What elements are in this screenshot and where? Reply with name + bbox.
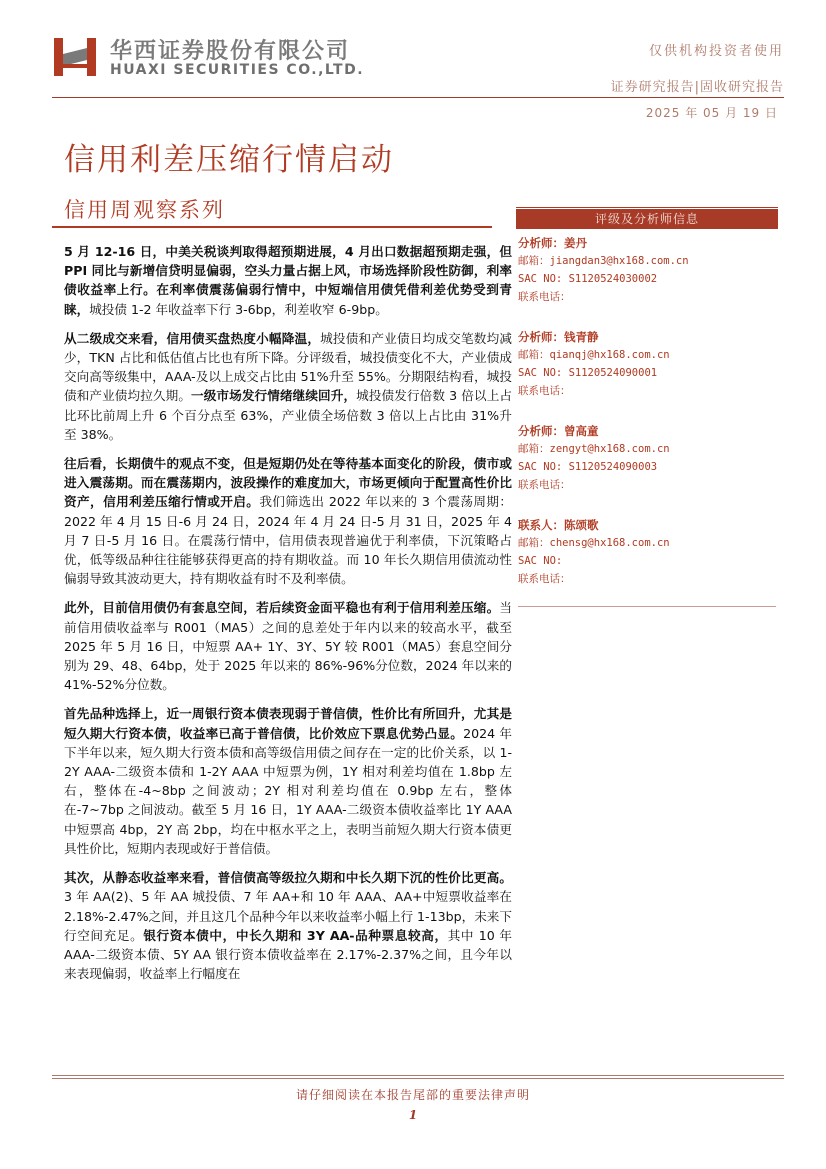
emphasis-text: 往后看，长期债牛的观点不变，但是短期仍处在等待基本面变化的阶段，债市或进入震荡期。而在震荡期内，波段操作的难度加大，市场更倾向于配置高性价比资产，信用利差压缩行情或开启。: [64, 456, 512, 510]
phone-label: 联系电话：: [518, 385, 571, 397]
company-name-cn: 华西证券股份有限公司: [110, 39, 351, 64]
report-date: 2025 年 05 月 19 日: [645, 106, 778, 120]
contact-phone-line: [518, 570, 776, 588]
sac-label: SAC NO:: [518, 461, 563, 473]
footer-divider: [52, 1075, 784, 1076]
emphasis-text: 其次，从静态收益率来看，普信债高等级拉久期和中长久期下沉的性价比更高。: [64, 870, 512, 886]
analyst-sac-line: [518, 270, 776, 288]
analyst-name-line: [518, 234, 776, 252]
analyst-email[interactable]: zengyt@hx168.com.cn: [549, 443, 670, 455]
emphasis-text: 5 月 12-16 日，中美关税谈判取得超预期进展，4 月出口数据超预期走强，但 PPI 同比与新增信贷明显偏弱，空头力量占据上风，市场选择阶段性防御，利率债收益率上行。在利率债震荡偏弱行情中，中短端信用债凭借利差优势受到青睐，: [64, 244, 512, 317]
company-logo-mark: [52, 34, 98, 80]
analyst-phone-line: [518, 382, 776, 400]
sidebar-header: [516, 209, 778, 229]
analyst-sac-line: [518, 364, 776, 382]
sidebar-header-label: 评级及分析师信息: [594, 212, 699, 226]
analyst-email-line: [518, 346, 776, 364]
body-text: 2024 年下半年以来，短久期大行资本债和高等级信用债之间存在一定的比价关系，以 1-2Y AAA-二级资本债和 1-2Y AAA 中短票为例，1Y 相对利差均值在 1.8bp 左右，整体在-4~8bp 之间波动；2Y 相对利差均值在 0.9bp 左右，整体在-7~7bp 之间波动。截至 5 月 16 日，1Y AAA-二级资本债收益率比 1Y AAA 中短票高 4bp，2Y 高 2bp，均在中枢水平之上，表明当前短久期大行资本债更具性价比，短期内表现或好于普信债。: [64, 725, 513, 856]
report-body: [64, 242, 512, 993]
analyst-role: 分析师：: [518, 236, 564, 250]
analyst-sac: S1120524090001: [568, 367, 658, 379]
body-text: 我们筛选出 2022 年以来的 3 个震荡周期：2022 年 4 月 15 日-6 月 24 日，2024 年 4 月 24 日-5 月 31 日，2025 年 4 月 7 日-5 月 16 日。在震荡行情中，信用债表现普遍优于利率债，下沉策略占优，低等级品种往往能够获得更高的持有期收益。而 10 年长久期信用债流动性偏弱导致其波动更大，持有期收益有时不及利率债。: [64, 494, 513, 587]
analyst-sac: S1120524090003: [568, 461, 658, 473]
body-paragraph: [64, 454, 512, 588]
analyst-card: [518, 422, 776, 494]
legal-disclaimer: 请仔细阅读在本报告尾部的重要法律声明: [295, 1088, 530, 1102]
analyst-email-line: [518, 440, 776, 458]
body-text: 当前信用债收益率与 R001（MA5）之间的息差处于年内以来的较高水平，截至 2025 年 5 月 16 日，中短票 AA+ 1Y、3Y、5Y 较 R001（MA5）套息空间分别为 29、48、64bp，处于 2025 年以来的 86%-96%分位数，2024 年以来的 41%-52%分位数。: [64, 600, 512, 693]
emphasis-text: 一级市场发行情绪继续回升，: [191, 388, 357, 404]
analyst-card: [518, 328, 776, 400]
analyst-email-line: [518, 252, 776, 270]
footer-divider: [52, 1078, 784, 1079]
sac-label: SAC NO:: [518, 555, 563, 567]
contact-role: 联系人：: [518, 518, 564, 532]
analyst-sac: S1120524030002: [568, 273, 658, 285]
audience-note: 仅供机构投资者使用: [648, 44, 784, 59]
analyst-phone-line: [518, 476, 776, 494]
analyst-card: [518, 234, 776, 306]
series-name: 信用周观察系列: [64, 198, 225, 222]
emphasis-text: 从二级成交来看，信用债买盘热度小幅降温，: [64, 330, 321, 346]
analyst-email[interactable]: jiangdan3@hx168.com.cn: [549, 255, 689, 267]
contact-sac-line: [518, 552, 776, 570]
analyst-name: 姜丹: [564, 236, 587, 250]
analyst-role: 分析师：: [518, 330, 564, 344]
body-paragraph: [64, 704, 512, 858]
analyst-name: 曾高童: [564, 424, 599, 438]
email-label: 邮箱：: [518, 349, 550, 361]
body-text: 城投债和产业债日均成交笔数均减少，TKN 占比和低估值占比也有所下降。分评级看，城投债变化不大，产业债成交向高等级集中，AAA-及以上成交占比由 51%升至 55%。分期限结构看，城投债和产业债均拉久期。: [64, 330, 513, 404]
phone-label: 联系电话：: [518, 479, 571, 491]
sidebar-bottom-rule: [518, 606, 776, 607]
body-text: 城投债 1-2 年收益率下行 3-6bp，利差收窄 6-9bp。: [89, 301, 388, 317]
contact-email[interactable]: chensg@hx168.com.cn: [549, 537, 670, 549]
header-divider: [52, 97, 784, 98]
body-paragraph: [64, 598, 512, 694]
email-label: 邮箱：: [518, 443, 550, 455]
emphasis-text: 首先品种选择上，近一周银行资本债表现弱于普信债，性价比有所回升，尤其是短久期大行资本债，收益率已高于普信债，比价效应下票息优势凸显。: [64, 706, 512, 741]
contact-card: [518, 516, 776, 588]
analyst-role: 分析师：: [518, 424, 564, 438]
body-text: 其中 10 年 AAA-二级资本债、5Y AA 银行资本债收益率在 2.17%-2.37%之间，且今年以来表现偏弱，收益率上行幅度在: [64, 927, 512, 982]
report-type: 证券研究报告|固收研究报告: [610, 80, 784, 95]
phone-label: 联系电话：: [518, 573, 571, 585]
email-label: 邮箱：: [518, 537, 550, 549]
series-divider: [52, 226, 492, 228]
analyst-sac-line: [518, 458, 776, 476]
contact-email-line: [518, 534, 776, 552]
body-paragraph: [64, 868, 512, 983]
analyst-name-line: [518, 328, 776, 346]
analyst-name-line: [518, 422, 776, 440]
company-name-en: HUAXI SECURITIES CO.,LTD.: [110, 62, 365, 78]
analyst-name: 钱青静: [564, 330, 599, 344]
contact-name-line: [518, 516, 776, 534]
sac-label: SAC NO:: [518, 273, 563, 285]
analyst-phone-line: [518, 288, 776, 306]
emphasis-text: 此外，目前信用债仍有套息空间，若后续资金面平稳也有利于信用利差压缩。: [64, 600, 500, 616]
contact-name: 陈颂歌: [564, 518, 599, 532]
sac-label: SAC NO:: [518, 367, 563, 379]
page-number: 1: [408, 1108, 418, 1122]
body-text: 城投债发行倍数 3 倍以上占比环比前周上升 6 个百分点至 63%，产业债全场倍数 3 倍以上占比由 31%升至 38%。: [64, 388, 513, 442]
report-title: 信用利差压缩行情启动: [64, 142, 394, 178]
emphasis-text: 银行资本债中，中长久期和 3Y AA-品种票息较高，: [143, 927, 448, 943]
body-paragraph: [64, 329, 512, 444]
analyst-email[interactable]: qianqj@hx168.com.cn: [549, 349, 670, 361]
body-text: 3 年 AA(2)、5 年 AA 城投债、7 年 AA+和 10 年 AAA、AA+中短票收益率在 2.18%-2.47%之间，并且这几个品种今年以来收益率小幅上行 1-13bp，未来下行空间充足。: [64, 889, 512, 943]
phone-label: 联系电话：: [518, 291, 571, 303]
email-label: 邮箱：: [518, 255, 550, 267]
sidebar-top-rule: [516, 207, 778, 208]
body-paragraph: [64, 242, 512, 319]
